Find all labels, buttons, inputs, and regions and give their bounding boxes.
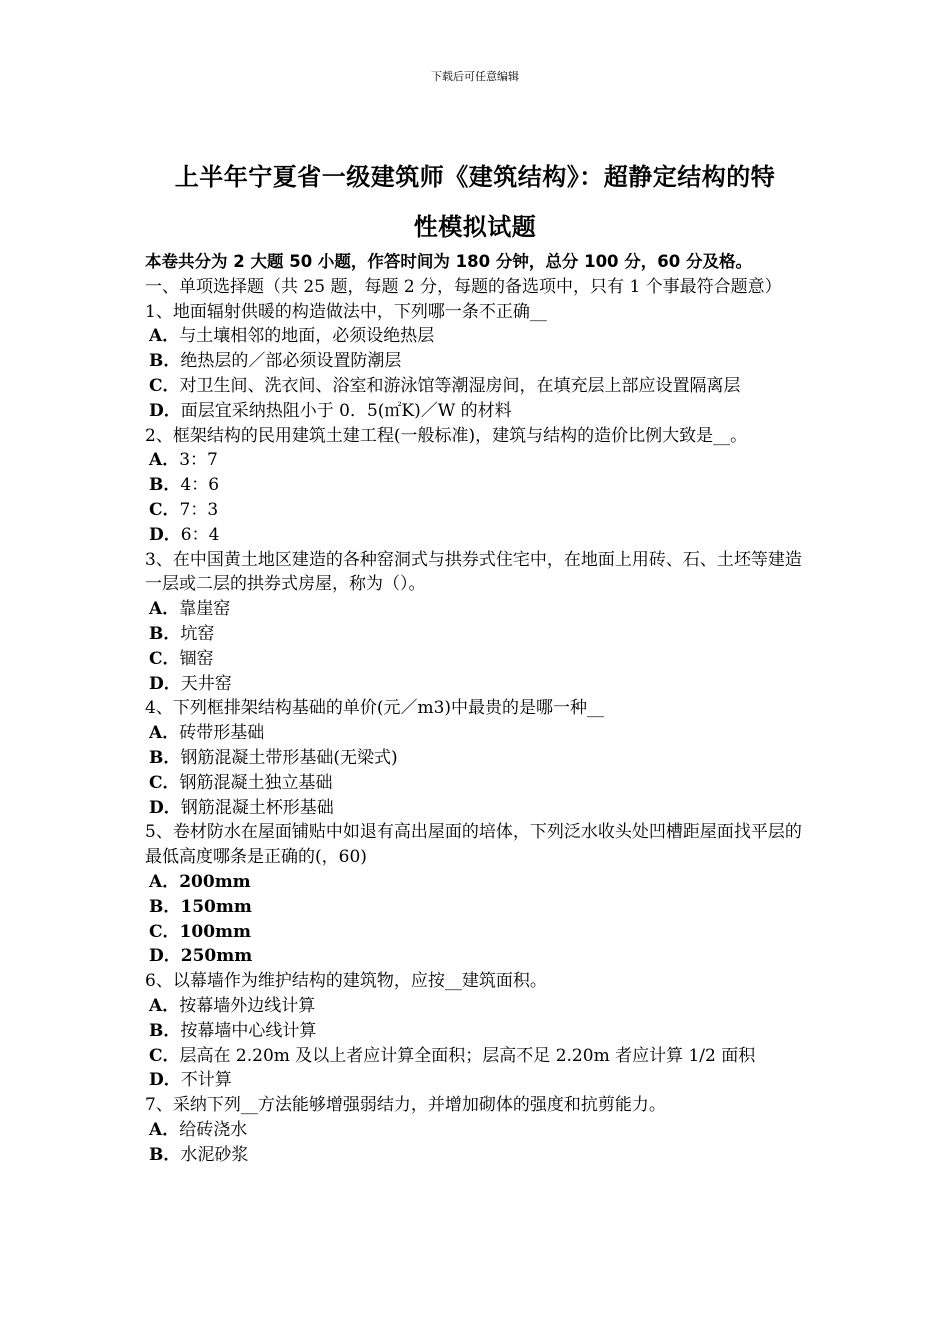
option-text: 钢筋混凝土带形基础(无梁式) [180, 747, 398, 768]
option-letter: D． [149, 673, 181, 694]
document-body [145, 250, 810, 1167]
option-d [145, 944, 810, 969]
question-stem: 5、卷材防水在屋面铺贴中如退有高出屋面的培体，下列泛水收头处凹槽距屋面找平层的最低高度哪条是正确的(，60) [145, 822, 802, 868]
option-text: 4：6 [180, 475, 220, 496]
option-text: 砖带形基础 [179, 723, 265, 744]
option-letter: C． [149, 499, 180, 520]
option-letter: A． [149, 326, 180, 347]
option-c [145, 920, 810, 945]
option-text: 给砖浇水 [179, 1119, 248, 1140]
option-b [145, 1143, 810, 1168]
option-text: 按幕墙外边线计算 [179, 995, 316, 1016]
option-b [145, 349, 810, 374]
option-text: 100mm [179, 921, 251, 942]
option-text: 不计算 [180, 1070, 232, 1091]
option-a [145, 870, 810, 895]
option-d [145, 796, 810, 821]
option-letter: A． [149, 599, 180, 620]
option-text: 6：4 [180, 524, 220, 545]
option-c [145, 374, 810, 399]
option-letter: C． [149, 921, 180, 942]
option-b [145, 473, 810, 498]
option-letter: C． [149, 648, 180, 669]
option-text: 水泥砂浆 [180, 1144, 249, 1165]
question-1 [145, 300, 810, 424]
option-letter: A． [149, 1119, 180, 1140]
title-line-2: 性模拟试题 [413, 212, 537, 241]
option-d [145, 1068, 810, 1093]
option-c [145, 498, 810, 523]
question-3 [145, 548, 810, 697]
question-stem: 7、采纳下列__方法能够增强弱结力，并增加砌体的强度和抗剪能力。 [145, 1095, 666, 1116]
option-text: 面层宜采纳热阻小于 0．5(㎡K)／W 的材料 [180, 400, 512, 421]
option-text: 层高在 2.20m 及以上者应计算全面积；层高不足 2.20m 者应计算 1/2 面积 [179, 1045, 756, 1066]
question-stem: 6、以幕墙作为维护结构的建筑物，应按__建筑面积。 [145, 971, 547, 992]
option-b [145, 622, 810, 647]
option-a [145, 597, 810, 622]
question-4 [145, 696, 810, 820]
option-text: 坑窑 [180, 623, 215, 644]
option-text: 3：7 [179, 450, 218, 471]
option-a [145, 324, 810, 349]
option-a [145, 1118, 810, 1143]
question-5 [145, 820, 810, 969]
question-stem: 1、地面辐射供暖的构造做法中，下列哪一条不正确__ [145, 301, 547, 322]
option-letter: C． [149, 375, 180, 396]
option-c [145, 647, 810, 672]
page-header-note: 下载后可任意编辑 [431, 70, 519, 83]
section-heading: 一、单项选择题（共 25 题，每题 2 分，每题的备选项中，只有 1 个事最符合题意） [145, 276, 782, 297]
option-text: 250mm [180, 946, 253, 967]
option-text: 钢筋混凝土杯形基础 [180, 797, 334, 818]
option-letter: A． [149, 450, 180, 471]
option-a [145, 994, 810, 1019]
option-letter: D． [149, 797, 181, 818]
option-text: 绝热层的／部必须设置防潮层 [180, 351, 402, 372]
title-line-1: 上半年宁夏省一级建筑师《建筑结构》：超静定结构的特 [174, 162, 776, 191]
question-stem: 2、框架结构的民用建筑土建工程(一般标准)，建筑与结构的造价比例大致是__。 [145, 425, 748, 446]
option-letter: B． [149, 475, 181, 496]
option-c [145, 771, 810, 796]
exam-intro: 本卷共分为 2 大题 50 小题，作答时间为 180 分钟，总分 100 分，60 分及格。 [145, 252, 752, 271]
option-letter: B． [149, 1144, 181, 1165]
option-letter: B． [149, 351, 181, 372]
option-a [145, 448, 810, 473]
option-letter: A． [149, 723, 180, 744]
option-text: 对卫生间、洗衣间、浴室和游泳馆等潮湿房间，在填充层上部应设置隔离层 [179, 375, 741, 396]
option-b [145, 895, 810, 920]
option-letter: D． [149, 400, 181, 421]
option-letter: C． [149, 772, 180, 793]
option-text: 7：3 [179, 499, 219, 520]
option-text: 150mm [180, 896, 252, 917]
option-letter: D． [149, 524, 181, 545]
option-letter: B． [149, 1020, 181, 1041]
option-d [145, 672, 810, 697]
option-d [145, 399, 810, 424]
option-d [145, 523, 810, 548]
option-letter: C． [149, 1045, 180, 1066]
option-letter: B． [149, 747, 181, 768]
option-text: 钢筋混凝土独立基础 [179, 772, 333, 793]
option-letter: B． [149, 896, 181, 917]
option-letter: A． [149, 871, 180, 892]
option-letter: A． [149, 995, 180, 1016]
option-text: 靠崖窑 [179, 599, 231, 620]
option-letter: B． [149, 623, 181, 644]
option-c [145, 1044, 810, 1069]
option-text: 200mm [179, 871, 251, 892]
option-text: 锢窑 [179, 648, 214, 669]
option-text: 与土壤相邻的地面，必须设绝热层 [179, 326, 435, 347]
question-stem: 4、下列框排架结构基础的单价(元／m3)中最贵的是哪一种__ [145, 698, 605, 719]
option-b [145, 746, 810, 771]
option-text: 天井窑 [180, 673, 232, 694]
question-6 [145, 969, 810, 1093]
option-letter: D． [149, 1070, 181, 1091]
option-a [145, 721, 810, 746]
question-stem: 3、在中国黄土地区建造的各种窑洞式与拱券式住宅中，在地面上用砖、石、土坯等建造一层或二层的拱券式房屋，称为（）。 [145, 549, 802, 595]
option-letter: D． [149, 946, 181, 967]
question-2 [145, 424, 810, 548]
question-7 [145, 1093, 810, 1167]
document-title [145, 152, 805, 252]
option-text: 按幕墙中心线计算 [180, 1020, 317, 1041]
option-b [145, 1019, 810, 1044]
